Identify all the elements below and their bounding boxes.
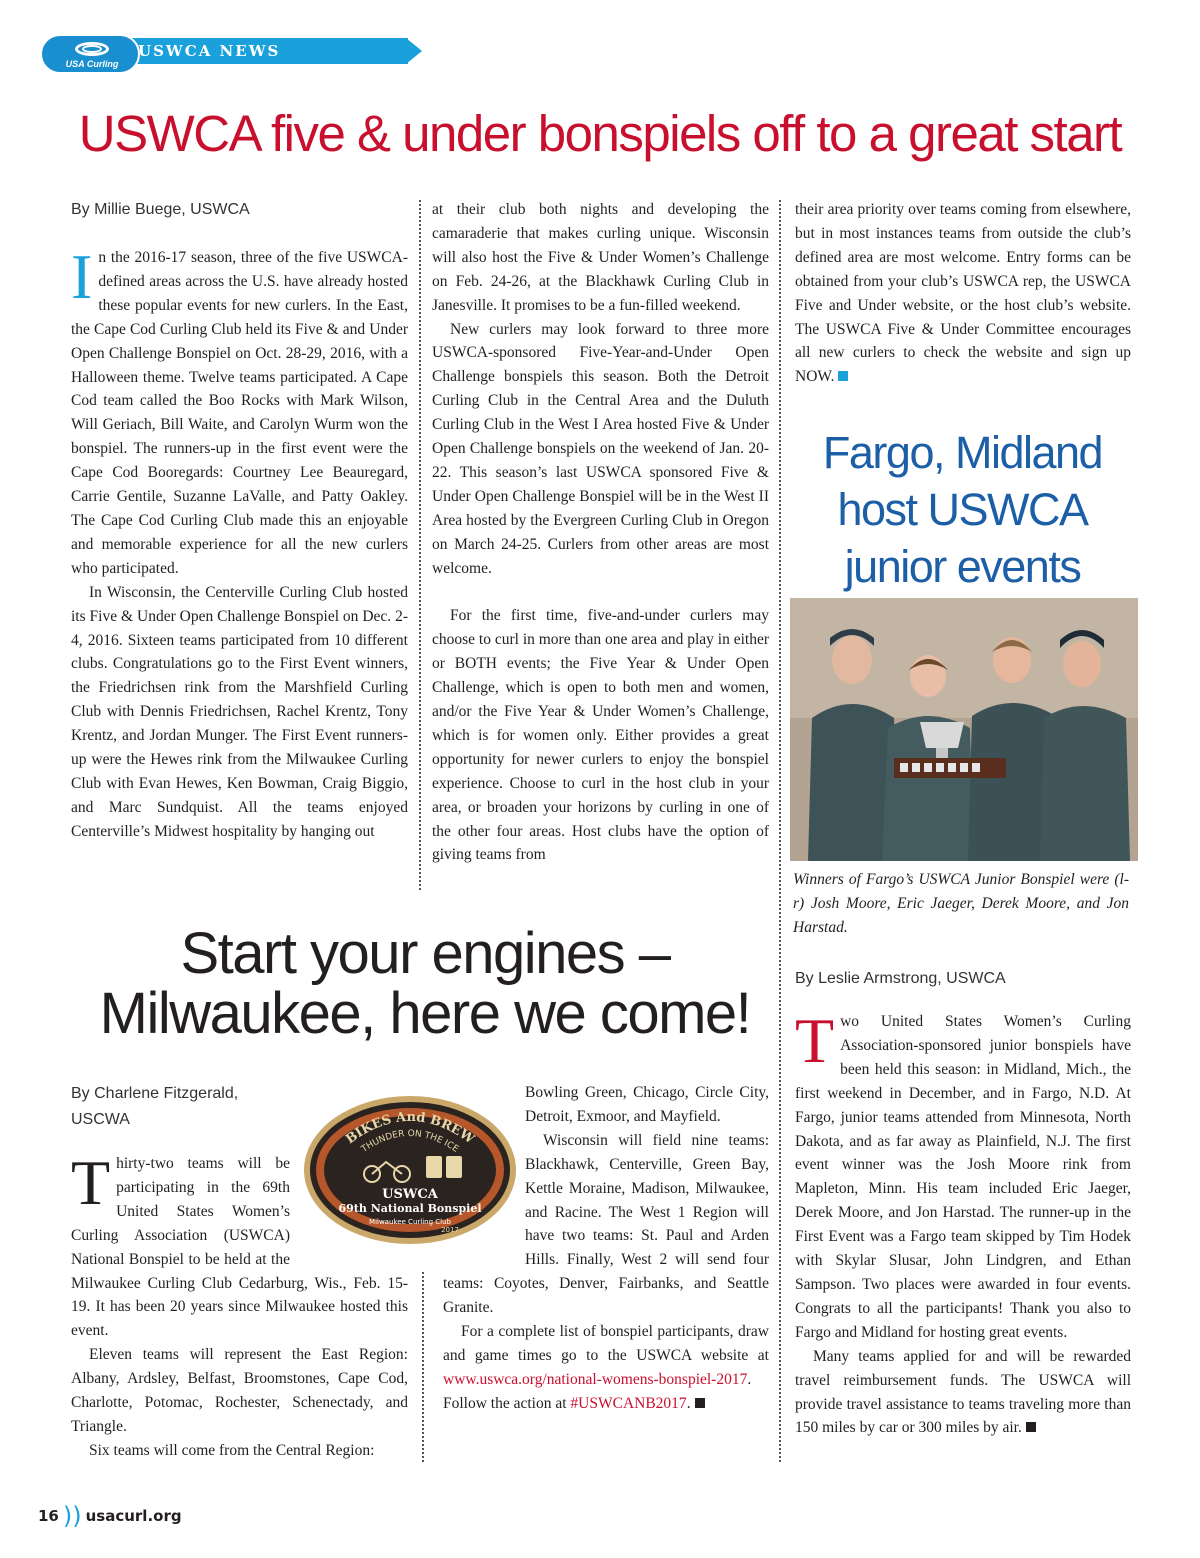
article3-paragraph: Wisconsin will field nine teams: Blackhawk, Centerville, Green Bay, Kettle Moraine, Madison, Milwaukee, and Racine. The West 1 Region will have two teams: St. Paul and Arden Hills. Finally, West 2 will send four teams: Coyotes, Denver, Fairbanks, and Seattle Granite. — [443, 1131, 769, 1317]
title-line: junior events — [844, 541, 1081, 592]
pin-line1: USWCA — [382, 1187, 438, 1202]
article3-paragraph: Eleven teams will represent the East Region: Albany, Ardsley, Belfast, Broomstones, Cape Cod, Charlotte, Potomac, Rochester, Schenectady, and Triangle. — [71, 1346, 408, 1435]
pin-wrap-space — [443, 1081, 525, 1259]
byline-line: By Charlene Fitzgerald, — [71, 1085, 239, 1102]
pin-arc-text: BIKES And BREW — [343, 1109, 477, 1148]
paragraph-text: For a complete list of bonspiel participants, draw and game times go to the USWCA website at — [443, 1323, 769, 1364]
logo-ring-inner — [82, 45, 102, 53]
article1-column2 — [432, 198, 769, 867]
title-line: Fargo, Midland — [822, 427, 1103, 478]
footer-site: usacurl.org — [85, 1507, 182, 1525]
article1-paragraph — [71, 241, 408, 581]
drop-cap: T — [71, 1147, 111, 1218]
article3-byline — [71, 1081, 238, 1133]
pin-year: 2017 — [441, 1226, 459, 1234]
footer-divider-icon: )) — [62, 1502, 82, 1530]
end-mark-icon — [1026, 1422, 1036, 1432]
team-photo — [790, 598, 1138, 861]
article1-column3 — [795, 198, 1131, 389]
byline-line: USCWA — [71, 1111, 130, 1128]
section-title: USWCA NEWS — [138, 42, 281, 60]
article1-paragraph: In Wisconsin, the Centerville Curling Club hosted its Five & Under Open Challenge Bonspiel on Dec. 2-4, 2016. Sixteen teams participated from 10 different clubs. Congratulations go to the First Event winners, the Friedrichsen rink from the Marshfield Curling Club with Dennis Friedrichsen, Rachel Krentz, Tony Krentz, and Jordan Munger. The First Event runners-up were the Hewes rink from the Milwaukee Curling Club with Evan Hewes, Ken Bowman, Craig Biggio, and Marc Sundquist. All the teams enjoyed Centerville’s Midwest hospitality by hanging out — [71, 583, 408, 840]
column-divider — [422, 1272, 424, 1462]
photo-caption: Winners of Fargo’s USWCA Junior Bonspiel were (l-r) Josh Moore, Eric Jaeger, Derek Moore, and Jon Harstad. — [793, 871, 1129, 936]
end-mark-icon — [838, 371, 848, 381]
title-line: Milwaukee, here we come! — [99, 981, 751, 1046]
article1-paragraph: at their club both nights and developing the camaraderie that makes curling unique. Wisconsin will also host the Five & Under Women’s Challenge on Feb. 24-26, at the Blackhawk Curling Club in Janesville. It promises to be a fun-filled weekend. — [432, 201, 769, 314]
pin-line2: 69th National Bonspiel — [338, 1202, 482, 1215]
article2-paragraph — [795, 1345, 1131, 1441]
paragraph-text: hirty-two teams will be participating in the 69th United States Women’s Curling Association (USWCA) National Bonspiel to be held at the Milwaukee Curling Club Cedarburg, Wis., Feb. 15-19. It has been 20 years since Milwaukee hosted this event. — [71, 1155, 408, 1340]
article2-paragraph — [795, 1005, 1131, 1345]
banner-arrow — [406, 38, 422, 64]
article3-column1 — [71, 1147, 408, 1463]
article1-paragraph: For the first time, five-and-under curlers may choose to curl in more than one area and play in either or BOTH events; the Five Year & Under Open Challenge, which is open to both men and women, and/or the Five Year & Under Women’s Challenge, which is for women only. Either provides a great opportunity for newer curlers to enjoy the bonspiel experience. Choose to curl in the host club in your area, or broaden your horizons by curling in one of the other four areas. Host clubs have the option of giving teams from — [432, 607, 769, 864]
article1-paragraph: New curlers may look forward to three more USWCA-sponsored Five-Year-and-Under Open Challenge bonspiels this season. Both the Detroit Curling Club in the Central Area and the Duluth Curling Club in the West I Area hosted Five & Under Open Challenge bonspiels on the weekend of Jan. 20-22. This season’s last USWCA sponsored Five & Under Open Challenge Bonspiel will be in the West II Area hosted by the Evergreen Curling Club in Oregon on March 24-25. Curlers from other areas are most welcome. — [432, 320, 769, 577]
column-divider — [419, 200, 421, 890]
website-link[interactable]: www.uswca.org/national-womens-bonspiel-2017 — [443, 1370, 748, 1388]
article3-paragraph: Six teams will come from the Central Region: — [89, 1441, 375, 1459]
article1-paragraph — [795, 198, 1131, 389]
pin-line3: Milwaukee Curling Club — [369, 1218, 451, 1226]
logo-text: USA Curling — [65, 59, 119, 69]
article3-paragraph — [443, 1320, 769, 1416]
pin-wrap-space — [290, 1152, 408, 1265]
paragraph-text: wo United States Women’s Curling Association-sponsored junior bonspiels have been held this season: in Midland, Mich., the first weekend in December, and in Fargo, N.D. At Fargo, junior teams attended from Minnesota, North Dakota, and as far away as Plainfield, N.J. The first event winner was the Josh Moore rink from Mapleton, Minn. His team included Eric Jaeger, Derek Moore, and Jon Harstad. The runner-up in the First Event was a Fargo team skipped by Tim Hodek with Skylar Slusar, John Lindgren, and Ethan Sampson. Two places were awarded in four events. Congrats to all the participants! Thank you also to Fargo and Midland for hosting great events. — [795, 1013, 1131, 1341]
end-mark-icon — [695, 1398, 705, 1408]
article3-paragraph: Bowling Green, Chicago, Circle City, Detroit, Exmoor, and Mayfield. — [525, 1084, 769, 1125]
page-footer — [38, 1502, 182, 1530]
team-photo-image — [790, 598, 1138, 861]
paragraph-text: . Follow the action at — [443, 1370, 752, 1412]
drop-cap: T — [795, 1005, 835, 1076]
section-banner — [28, 34, 420, 68]
paragraph-text: Many teams applied for and will be rewarded travel reimbursement funds. The USWCA will provide travel assistance to teams traveling more than 150 miles by car or 300 miles by air. — [795, 1347, 1131, 1437]
article1-byline: By Millie Buege, USWCA — [71, 201, 250, 218]
drop-cap: I — [71, 241, 93, 312]
article3-column2 — [443, 1081, 769, 1416]
paragraph-text: n the 2016-17 season, three of the five USWCA-defined areas across the U.S. have already hosted these popular events for new curlers. In the East, the Cape Cod Curling Club held its Five & and Under Open Challenge Bonspiel on Oct. 28-29, 2016, with a Halloween theme. Twelve teams participated. A Cape Cod team called the Boo Rocks with Mark Wilson, Will Geriach, Bill Waite, and Carolyn Wurm won the bonspiel. The runners-up in the first event were the Cape Cod Booregards: Courtney Lee Beauregard, Carrie Gentile, Suzanne LaValle, and Patty Oakley. The Cape Cod Curling Club made this an enjoyable and memorable experience for all the new curlers who participated. — [71, 249, 408, 577]
hashtag-link[interactable]: #USWCANB2017 — [570, 1394, 687, 1412]
article1-title: USWCA five & under bonspiels off to a great start — [78, 105, 1122, 162]
usa-curling-logo — [40, 34, 140, 74]
title-line: host USWCA — [837, 484, 1088, 535]
article2-column — [795, 1005, 1131, 1440]
article3-title — [70, 921, 780, 1046]
paragraph-text: . — [686, 1394, 691, 1412]
paragraph-text: their area priority over teams coming from elsewhere, but in most instances teams from outside the club’s defined area are most welcome. Entry forms can be obtained from your club’s USWCA rep, the USWCA Five and Under website, or the host club’s website. The USWCA Five & Under Committee encourages all new curlers to check the website and sign up NOW. — [795, 201, 1131, 386]
article2-byline: By Leslie Armstrong, USWCA — [795, 970, 1006, 987]
article1-column1 — [71, 241, 408, 844]
pin-sub-text: THUNDER ON THE ICE — [359, 1128, 461, 1155]
title-line: Start your engines – — [180, 921, 670, 986]
page-number: 16 — [38, 1507, 59, 1525]
column-divider — [779, 200, 781, 1462]
article2-title — [790, 424, 1135, 595]
